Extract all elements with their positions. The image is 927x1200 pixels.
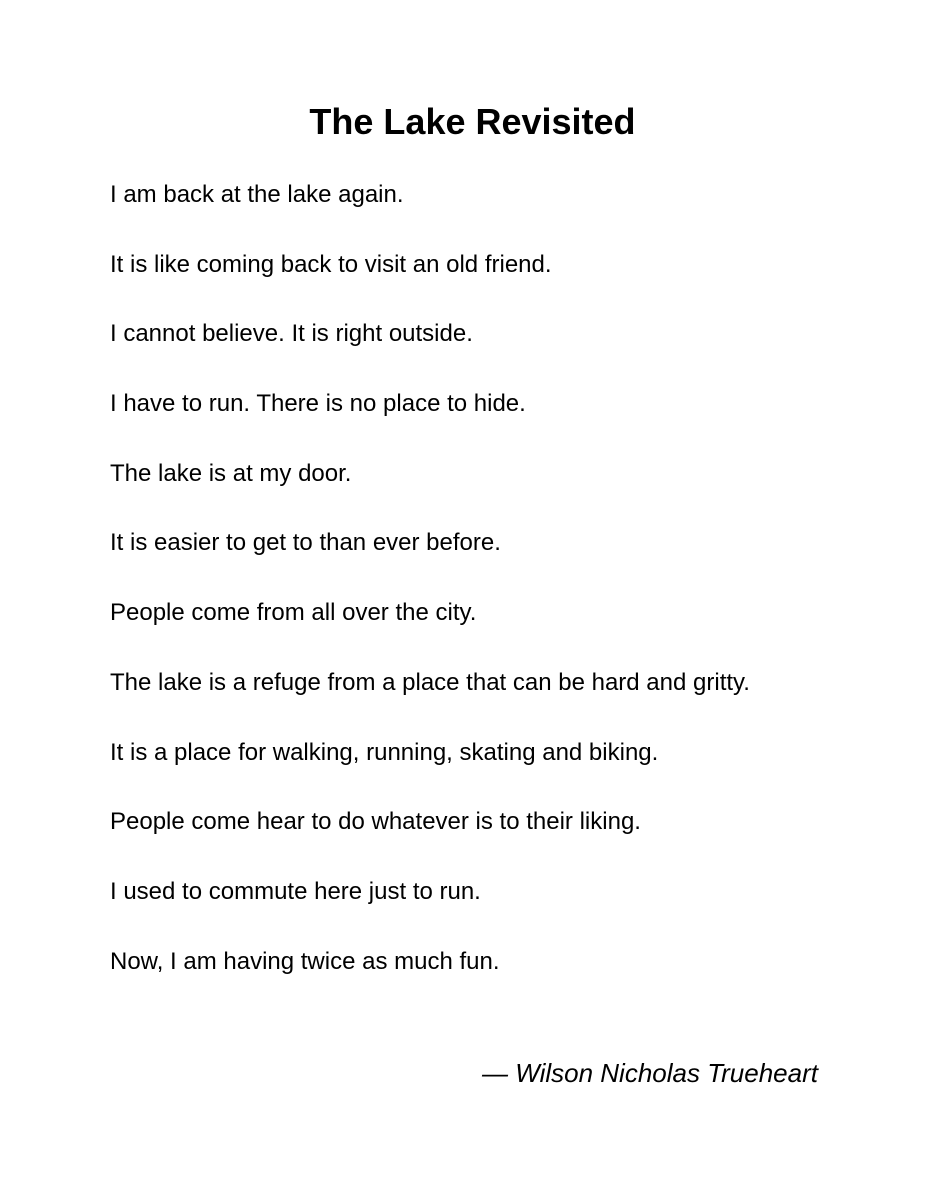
poem-title: The Lake Revisited	[309, 101, 636, 142]
poem-line: I am back at the lake again.	[110, 181, 404, 208]
poem-line: I have to run. There is no place to hide.	[110, 390, 526, 418]
poem-line: It is easier to get to than ever before.	[110, 529, 501, 557]
poem-body	[110, 180, 750, 1016]
poem-line: It is a place for walking, running, skating and biking.	[110, 738, 659, 766]
poem-attribution: — Wilson Nicholas Trueheart	[482, 1058, 818, 1088]
poem-line: It is like coming back to visit an old friend.	[110, 250, 552, 278]
poem-line: The lake is at my door.	[110, 459, 352, 487]
poem-line: The lake is a refuge from a place that can be hard and gritty.	[110, 668, 750, 696]
poem-line: People come hear to do whatever is to their liking.	[110, 808, 641, 836]
poem-line: Now, I am having twice as much fun.	[110, 947, 500, 975]
poem-line: I used to commute here just to run.	[110, 877, 481, 905]
poem-line: People come from all over the city.	[110, 599, 477, 627]
poem-line: I cannot believe. It is right outside.	[110, 320, 473, 348]
